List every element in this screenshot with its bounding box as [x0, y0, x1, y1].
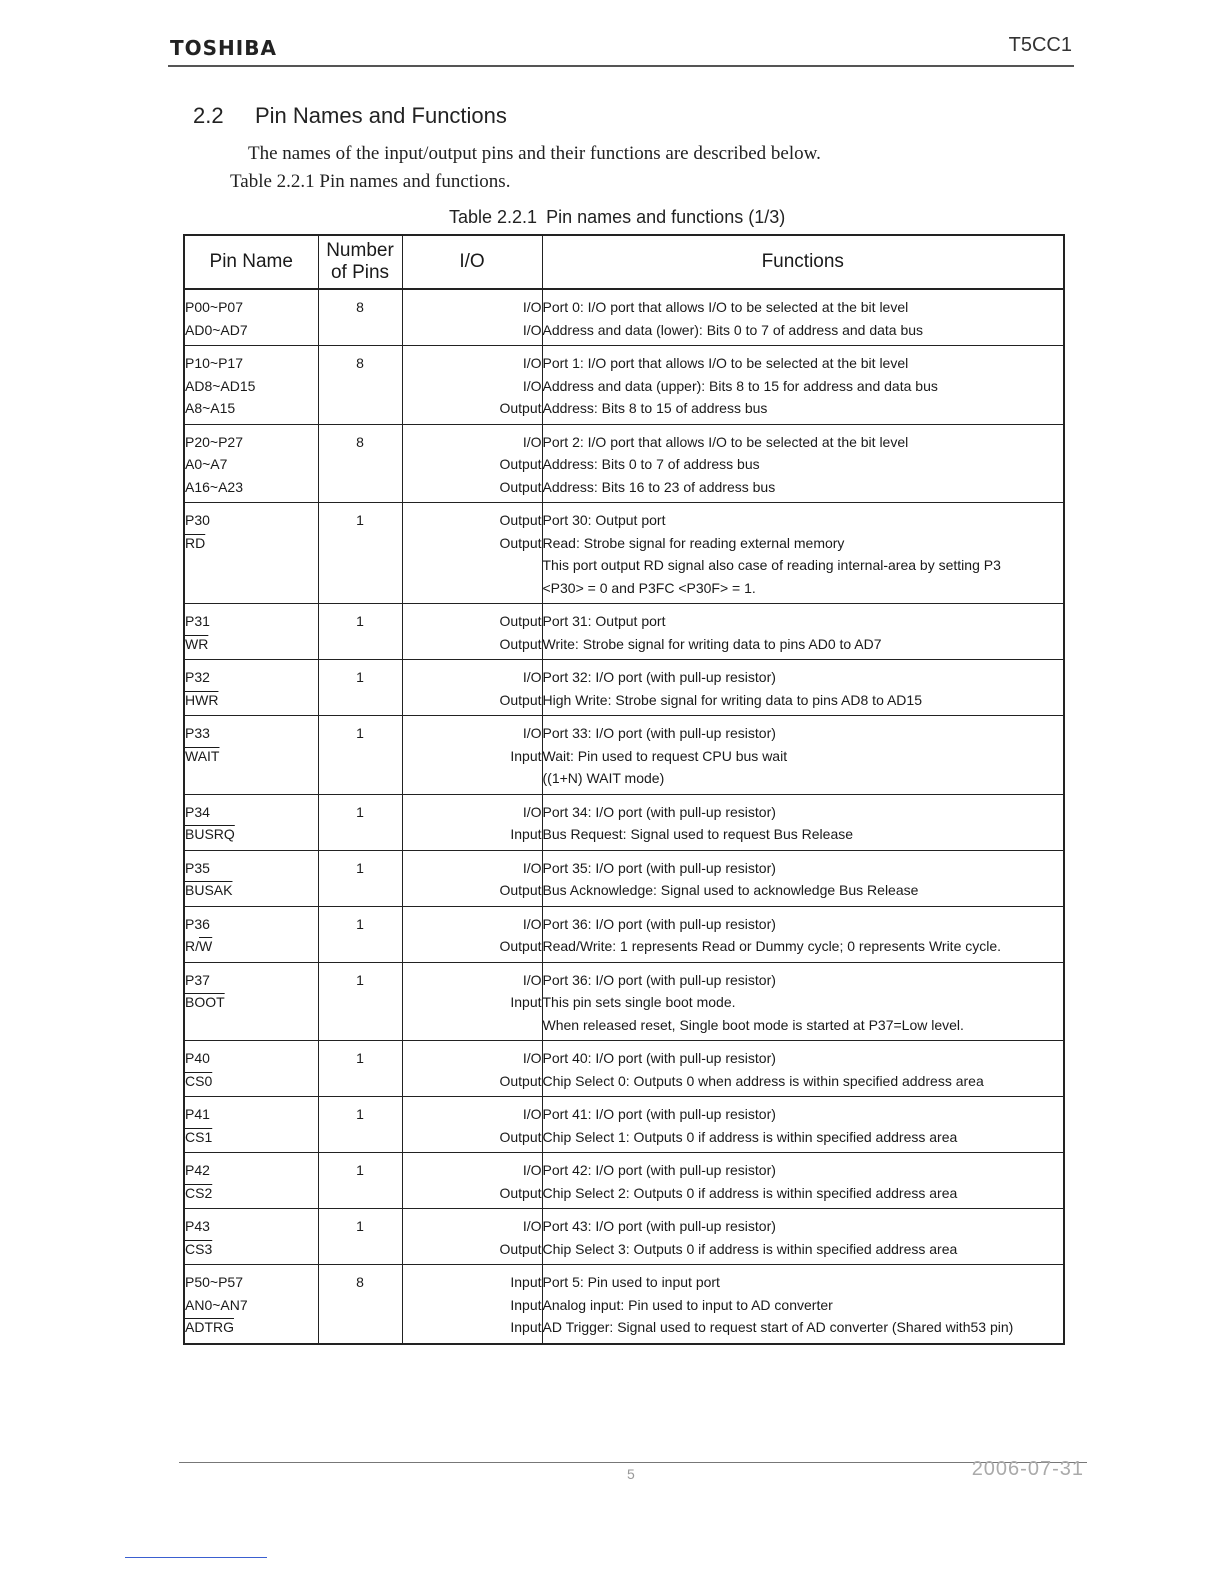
- header-divider: [168, 65, 1074, 67]
- pin-name: [185, 1182, 318, 1205]
- section-title: Pin Names and Functions: [255, 103, 507, 128]
- io-type: Input: [510, 747, 542, 764]
- io-cell: [402, 906, 542, 962]
- pin-name: P10~P17: [185, 355, 243, 371]
- pin-name: [185, 1316, 318, 1339]
- io-type: Input: [510, 994, 542, 1010]
- pin-name-cell: [184, 289, 318, 346]
- pin-name-cell: [184, 503, 318, 604]
- pin-name: P00~P07: [185, 299, 243, 315]
- function-line: Analog input: Pin used to input to AD converter: [542, 1296, 833, 1313]
- io-type: I/O: [522, 1106, 542, 1122]
- pin-name: P33: [185, 725, 210, 741]
- blue-rule: [125, 1557, 267, 1558]
- pin-name-cell: [184, 716, 318, 795]
- function-line: Port 43: I/O port (with pull-up resistor): [542, 1218, 776, 1234]
- pin-count: 1: [356, 915, 364, 932]
- function-line: Port 30: Output port: [542, 512, 666, 528]
- io-cell: [402, 289, 542, 346]
- functions-cell: [542, 962, 1064, 1041]
- pin-name-cell: [184, 1265, 318, 1344]
- pin-name: AD8~AD15: [185, 377, 256, 394]
- header-number-line2: of Pins: [330, 262, 390, 283]
- pin-name-active-low: $\overline{HWR}$: [185, 691, 219, 708]
- pin-count: 1: [356, 1050, 364, 1066]
- table-row: [184, 289, 1064, 346]
- pin-count-cell: [318, 794, 402, 850]
- pin-name-cell: [184, 660, 318, 716]
- pin-name-active-low: ADTRG: [185, 1319, 234, 1335]
- pin-count-cell: [318, 1041, 402, 1097]
- pin-count-cell: [318, 906, 402, 962]
- table-row: [184, 716, 1064, 795]
- function-line: Port 42: I/O port (with pull-up resistor): [542, 1162, 776, 1178]
- function-line: Address and data (upper): Bits 8 to 15 for address and data bus: [542, 377, 938, 394]
- function-line: Port 32: I/O port (with pull-up resistor): [542, 669, 776, 685]
- pin-count: 8: [356, 1274, 364, 1290]
- pin-name: P41: [185, 1106, 210, 1122]
- pin-name: P50~P57: [185, 1274, 243, 1290]
- io-cell: [402, 1097, 542, 1153]
- io-type: I/O: [522, 669, 542, 685]
- functions-cell: [542, 660, 1064, 716]
- intro-line-2: Table 2.2.1 Pin names and functions.: [230, 171, 511, 192]
- pin-name-cell: [184, 906, 318, 962]
- function-line: Port 41: I/O port (with pull-up resistor): [542, 1106, 776, 1122]
- pin-name-overline: $\overline{W}$: [199, 938, 213, 954]
- pin-name: A16~A23: [185, 478, 243, 495]
- functions-cell: [542, 906, 1064, 962]
- pin-count-cell: [318, 1097, 402, 1153]
- pin-count-cell: [318, 604, 402, 660]
- pin-count: 8: [356, 433, 364, 450]
- pin-name: [185, 689, 318, 712]
- io-type: Output: [499, 512, 542, 528]
- table-row: [184, 346, 1064, 425]
- pin-name: P40: [185, 1050, 210, 1066]
- pin-name: A0~A7: [185, 456, 228, 472]
- function-line: Address: Bits 0 to 7 of address bus: [542, 456, 760, 472]
- pin-count-cell: [318, 346, 402, 425]
- function-line: Chip Select 0: Outputs 0 when address is within specified address area: [542, 1072, 984, 1089]
- function-line: Address: Bits 8 to 15 of address bus: [542, 400, 768, 416]
- pin-name-active-low: CS0: [185, 1072, 213, 1089]
- function-line: Write: Strobe signal for writing data to pins AD0 to AD7: [542, 635, 882, 652]
- function-line: Port 36: I/O port (with pull-up resistor): [542, 915, 776, 932]
- function-line: <P30> = 0 and P3FC <P30F> = 1.: [542, 579, 756, 596]
- function-line: AD Trigger: Signal used to request start of AD converter (Shared with53 pin): [542, 1319, 1014, 1335]
- functions-cell: [542, 346, 1064, 425]
- footer-divider: [179, 1462, 1087, 1463]
- io-type: Output: [499, 478, 542, 495]
- intro-line-1: The names of the input/output pins and their functions are described below.: [248, 143, 821, 164]
- pin-name: P30: [185, 512, 210, 528]
- io-type: Output: [499, 400, 542, 416]
- pin-count-cell: [318, 1153, 402, 1209]
- io-type: I/O: [522, 321, 542, 338]
- io-type: Input: [510, 1274, 542, 1290]
- pin-count-cell: [318, 660, 402, 716]
- table-row: [184, 1041, 1064, 1097]
- table-row: [184, 660, 1064, 716]
- io-type: I/O: [522, 433, 542, 450]
- pin-name: [185, 823, 318, 846]
- io-type: Output: [499, 534, 542, 551]
- io-type: I/O: [522, 971, 542, 988]
- io-cell: [402, 794, 542, 850]
- io-type: Output: [499, 1184, 542, 1201]
- table-row: [184, 1209, 1064, 1265]
- io-type: I/O: [522, 915, 542, 932]
- pin-name: P42: [185, 1162, 210, 1178]
- pin-name-cell: [184, 1041, 318, 1097]
- io-type: I/O: [522, 725, 542, 741]
- io-type: Input: [510, 826, 542, 842]
- io-type: Output: [499, 1240, 542, 1257]
- io-type: Output: [499, 613, 542, 629]
- function-line: Wait: Pin used to request CPU bus wait: [542, 747, 788, 764]
- header-functions: Functions: [542, 235, 1064, 289]
- pin-count-cell: [318, 1209, 402, 1265]
- io-cell: [402, 962, 542, 1041]
- pin-name-active-low: CS3: [185, 1240, 213, 1257]
- pin-name-active-low: $\overline{WR}$: [185, 635, 209, 652]
- io-cell: [402, 1153, 542, 1209]
- function-line: Port 34: I/O port (with pull-up resistor): [542, 803, 776, 820]
- table-caption-number: Table 2.2.1: [449, 207, 538, 227]
- header-number-line1: Number: [326, 240, 394, 261]
- table-caption: [449, 207, 785, 228]
- pin-name-cell: [184, 346, 318, 425]
- table-caption-text: Pin names and functions (1/3): [546, 207, 786, 227]
- table-row: [184, 503, 1064, 604]
- io-cell: [402, 604, 542, 660]
- pin-name: P31: [185, 613, 210, 629]
- pin-count: 1: [356, 1162, 364, 1178]
- pin-count: 1: [356, 512, 364, 528]
- pin-name: [185, 1070, 318, 1093]
- pin-name-active-low: CS1: [185, 1128, 213, 1145]
- pin-name: [185, 1238, 318, 1261]
- pin-count: 1: [356, 1218, 364, 1234]
- pin-count: 1: [356, 971, 364, 988]
- function-line: Port 40: I/O port (with pull-up resistor): [542, 1050, 776, 1066]
- document-id: T5CC1: [1008, 34, 1072, 56]
- pin-name: P34: [185, 803, 210, 820]
- pin-name: [185, 1126, 318, 1149]
- io-cell: [402, 1041, 542, 1097]
- pin-name-cell: [184, 962, 318, 1041]
- pin-name-cell: [184, 1097, 318, 1153]
- function-line: Port 36: I/O port (with pull-up resistor): [542, 971, 776, 988]
- page-number: 5: [627, 1466, 635, 1482]
- pin-name: [185, 633, 318, 656]
- table-header-row: [184, 235, 1064, 289]
- function-line: When released reset, Single boot mode is started at P37=Low level.: [542, 1016, 964, 1033]
- functions-cell: [542, 1041, 1064, 1097]
- io-type: Output: [499, 635, 542, 652]
- function-line: Read/Write: 1 represents Read or Dummy cycle; 0 represents Write cycle.: [542, 938, 1002, 954]
- io-cell: [402, 1209, 542, 1265]
- io-type: I/O: [522, 803, 542, 820]
- pin-name-cell: [184, 1209, 318, 1265]
- functions-cell: [542, 794, 1064, 850]
- io-type: I/O: [522, 1050, 542, 1066]
- section-heading: [193, 103, 507, 129]
- io-cell: [402, 850, 542, 906]
- table-body: [184, 289, 1064, 1344]
- functions-cell: [542, 289, 1064, 346]
- table-row: [184, 1153, 1064, 1209]
- function-line: Port 2: I/O port that allows I/O to be selected at the bit level: [542, 433, 909, 450]
- io-type: I/O: [522, 1162, 542, 1178]
- pin-count: 1: [356, 669, 364, 685]
- function-line: Port 31: Output port: [542, 613, 666, 629]
- brand-logo: TOSHIBA: [170, 36, 277, 60]
- pin-name: P20~P27: [185, 433, 243, 450]
- pin-name: AN0~AN7: [185, 1296, 248, 1313]
- io-type: Output: [499, 1128, 542, 1145]
- io-cell: [402, 660, 542, 716]
- io-type: Output: [499, 882, 542, 898]
- functions-cell: [542, 424, 1064, 503]
- functions-cell: [542, 1153, 1064, 1209]
- function-line: Port 5: Pin used to input port: [542, 1274, 720, 1290]
- function-line: This port output RD signal also case of reading internal-area by setting P3: [542, 557, 1001, 573]
- io-type: I/O: [522, 355, 542, 371]
- pin-name: A8~A15: [185, 400, 236, 416]
- function-line: Read: Strobe signal for reading external memory: [542, 534, 845, 551]
- pin-name-prefix: R/: [185, 938, 199, 954]
- table-row: [184, 850, 1064, 906]
- header-io: I/O: [402, 235, 542, 289]
- pin-name-cell: [184, 604, 318, 660]
- pin-name-cell: [184, 424, 318, 503]
- pin-name: [185, 991, 318, 1014]
- table-row: [184, 794, 1064, 850]
- io-cell: [402, 424, 542, 503]
- section-number: 2.2: [193, 103, 224, 128]
- pin-name-active-low: CS2: [185, 1184, 213, 1201]
- table-row: [184, 604, 1064, 660]
- pin-name: [185, 935, 318, 958]
- pin-functions-table: [183, 234, 1065, 1345]
- pin-count-cell: [318, 962, 402, 1041]
- io-type: I/O: [522, 1218, 542, 1234]
- functions-cell: [542, 716, 1064, 795]
- pin-name-active-low: BOOT: [185, 994, 225, 1010]
- pin-count: 8: [356, 355, 364, 371]
- pin-name: P43: [185, 1218, 210, 1234]
- pin-name: [185, 532, 318, 555]
- function-line: Chip Select 1: Outputs 0 if address is within specified address area: [542, 1128, 958, 1145]
- pin-count-cell: [318, 1265, 402, 1344]
- io-cell: [402, 716, 542, 795]
- io-type: Output: [499, 938, 542, 954]
- io-type: Output: [499, 1072, 542, 1089]
- io-type: I/O: [522, 299, 542, 315]
- function-line: ((1+N) WAIT mode): [542, 770, 665, 786]
- function-line: Port 0: I/O port that allows I/O to be selected at the bit level: [542, 299, 909, 315]
- pin-name-cell: [184, 1153, 318, 1209]
- function-line: Port 35: I/O port (with pull-up resistor): [542, 859, 776, 876]
- pin-name-active-low: $\overline{RD}$: [185, 534, 206, 551]
- pin-count-cell: [318, 289, 402, 346]
- io-cell: [402, 346, 542, 425]
- io-type: I/O: [522, 859, 542, 876]
- io-cell: [402, 503, 542, 604]
- pin-name: AD0~AD7: [185, 321, 248, 338]
- function-line: Bus Request: Signal used to request Bus Release: [542, 826, 854, 842]
- pin-count-cell: [318, 424, 402, 503]
- functions-cell: [542, 1097, 1064, 1153]
- function-line: High Write: Strobe signal for writing data to pins AD8 to AD15: [542, 691, 922, 708]
- function-line: Port 33: I/O port (with pull-up resistor): [542, 725, 776, 741]
- pin-name: P36: [185, 915, 210, 932]
- function-line: Port 1: I/O port that allows I/O to be selected at the bit level: [542, 355, 909, 371]
- function-line: Chip Select 3: Outputs 0 if address is within specified address area: [542, 1240, 958, 1257]
- table-row: [184, 1265, 1064, 1344]
- function-line: Address: Bits 16 to 23 of address bus: [542, 478, 776, 495]
- pin-count: 1: [356, 859, 364, 876]
- table-row: [184, 424, 1064, 503]
- header-pin-name: Pin Name: [184, 235, 318, 289]
- io-cell: [402, 1265, 542, 1344]
- pin-name: [185, 745, 318, 768]
- function-line: Bus Acknowledge: Signal used to acknowledge Bus Release: [542, 882, 919, 898]
- functions-cell: [542, 1209, 1064, 1265]
- pin-name: P32: [185, 669, 210, 685]
- io-type: Input: [510, 1296, 542, 1313]
- pin-count: 1: [356, 1106, 364, 1122]
- functions-cell: [542, 604, 1064, 660]
- functions-cell: [542, 850, 1064, 906]
- footer-date: 2006-07-31: [971, 1458, 1084, 1480]
- table-row: [184, 1097, 1064, 1153]
- io-type: I/O: [522, 377, 542, 394]
- function-line: Address and data (lower): Bits 0 to 7 of address and data bus: [542, 321, 924, 338]
- pin-name-cell: [184, 794, 318, 850]
- pin-name: P37: [185, 971, 210, 988]
- pin-count: 1: [356, 613, 364, 629]
- pin-count-cell: [318, 503, 402, 604]
- header-number-of-pins: [318, 235, 402, 289]
- function-line: This pin sets single boot mode.: [542, 994, 736, 1010]
- pin-name-active-low: WAIT: [185, 747, 220, 764]
- pin-name: P35: [185, 859, 210, 876]
- pin-count: 1: [356, 803, 364, 820]
- table-row: [184, 962, 1064, 1041]
- functions-cell: [542, 1265, 1064, 1344]
- pin-count-cell: [318, 716, 402, 795]
- pin-name-active-low: BUSAK: [185, 882, 233, 898]
- function-line: Chip Select 2: Outputs 0 if address is within specified address area: [542, 1184, 958, 1201]
- io-type: Output: [499, 456, 542, 472]
- pin-count-cell: [318, 850, 402, 906]
- pin-name-cell: [184, 850, 318, 906]
- pin-name: [185, 879, 318, 902]
- io-type: Input: [510, 1319, 542, 1335]
- functions-cell: [542, 503, 1064, 604]
- pin-count: 1: [356, 725, 364, 741]
- pin-count: 8: [356, 299, 364, 315]
- pin-name-active-low: BUSRQ: [185, 826, 235, 842]
- io-type: Output: [499, 691, 542, 708]
- table-row: [184, 906, 1064, 962]
